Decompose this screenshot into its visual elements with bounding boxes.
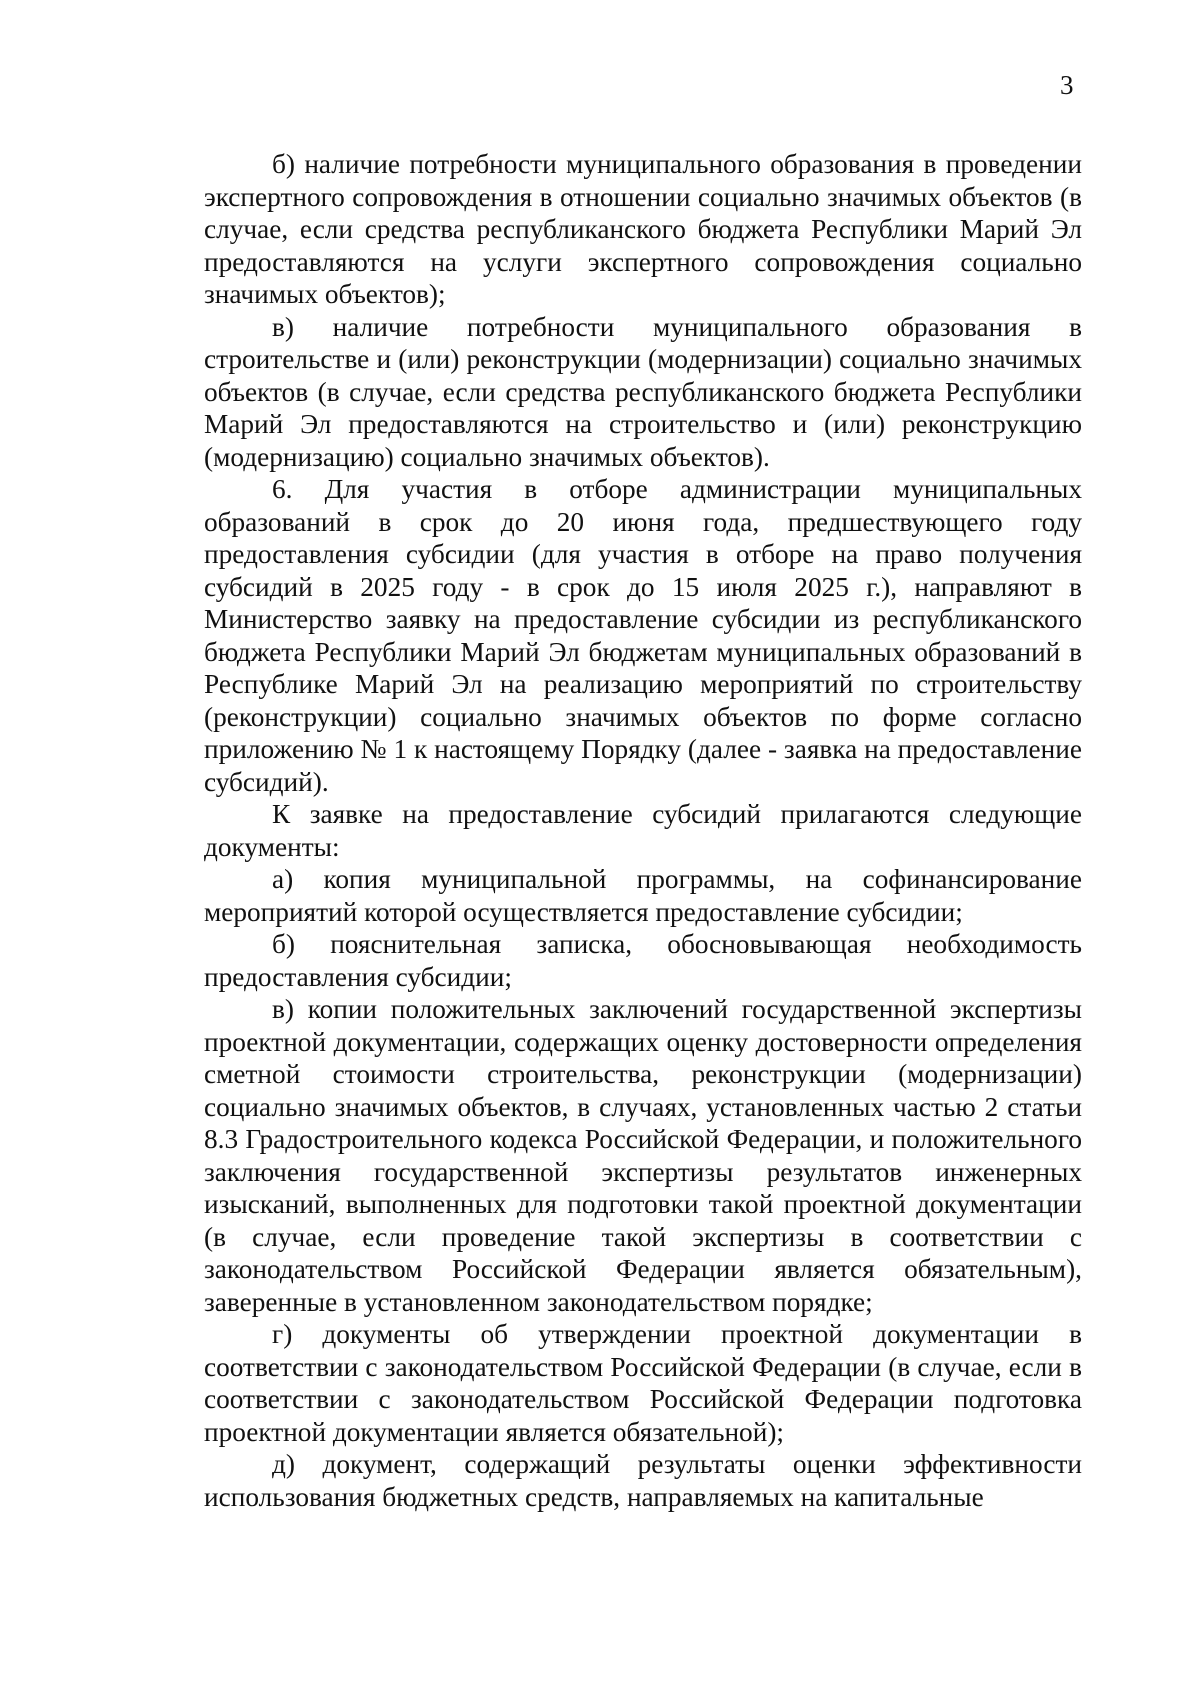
paragraph-doc-a-program-copy: а) копия муниципальной программы, на софинансирование мероприятий которой осуществляется предоставление субсидии; (204, 864, 1082, 927)
paragraph-doc-d-efficiency-assessment: д) документ, содержащий результаты оценки эффективности использования бюджетных средств, направляемых на капитальные (204, 1449, 1082, 1512)
paragraph-doc-v-expertise-conclusions: в) копии положительных заключений государственной экспертизы проектной документации, содержащих оценку достоверности определения сметной стоимости строительства, реконструкции (модернизации) социально значимых объектов, в случаях, установленных частью 2 статьи 8.3 Градостроительного кодекса Российской Федерации, и положительного заключения государственной экспертизы результатов инженерных изысканий, выполненных для подготовки такой проектной документации (в случае, если проведение такой экспертизы в соответствии с законодательством Российской Федерации является обязательным), заверенные в установленном законодательством порядке; (204, 994, 1082, 1317)
paragraph-doc-g-design-approval: г) документы об утверждении проектной документации в соответствии с законодательством Российской Федерации (в случае, если в соответствии с законодательством Российской Федерации подготовка проектной документации является обязательной); (204, 1319, 1082, 1447)
paragraph-attached-documents-intro: К заявке на предоставление субсидий прилагаются следующие документы: (204, 799, 1082, 862)
paragraph-doc-b-explanatory-note: б) пояснительная записка, обосновывающая необходимость предоставления субсидии; (204, 929, 1082, 992)
document-body (204, 148, 1082, 1513)
paragraph-item-b-municipal-need-expert-support: б) наличие потребности муниципального образования в проведении экспертного сопровождения в отношении социально значимых объектов (в случае, если средства республиканского бюджета Республики Марий Эл предоставляются на услуги экспертного сопровождения социально значимых объектов); (204, 149, 1082, 309)
page-number: 3 (1060, 70, 1074, 100)
paragraph-item-v-municipal-need-construction: в) наличие потребности муниципального образования в строительстве и (или) реконструкции (модернизации) социально значимых объектов (в случае, если средства республиканского бюджета Республики Марий Эл предоставляются на строительство и (или) реконструкцию (модернизацию) социально значимых объектов). (204, 311, 1082, 472)
paragraph-section-6-application-deadline: 6. Для участия в отборе администрации муниципальных образований в срок до 20 июня года, предшествующего году предоставления субсидии (для участия в отборе на право получения субсидий в 2025 году - в срок до 15 июля 2025 г.), направляют в Министерство заявку на предоставление субсидии из республиканского бюджета Республики Марий Эл бюджетам муниципальных образований в Республике Марий Эл на реализацию мероприятий по строительству (реконструкции) социально значимых объектов по форме согласно приложению № 1 к настоящему Порядку (далее - заявка на предоставление субсидий). (204, 474, 1082, 797)
